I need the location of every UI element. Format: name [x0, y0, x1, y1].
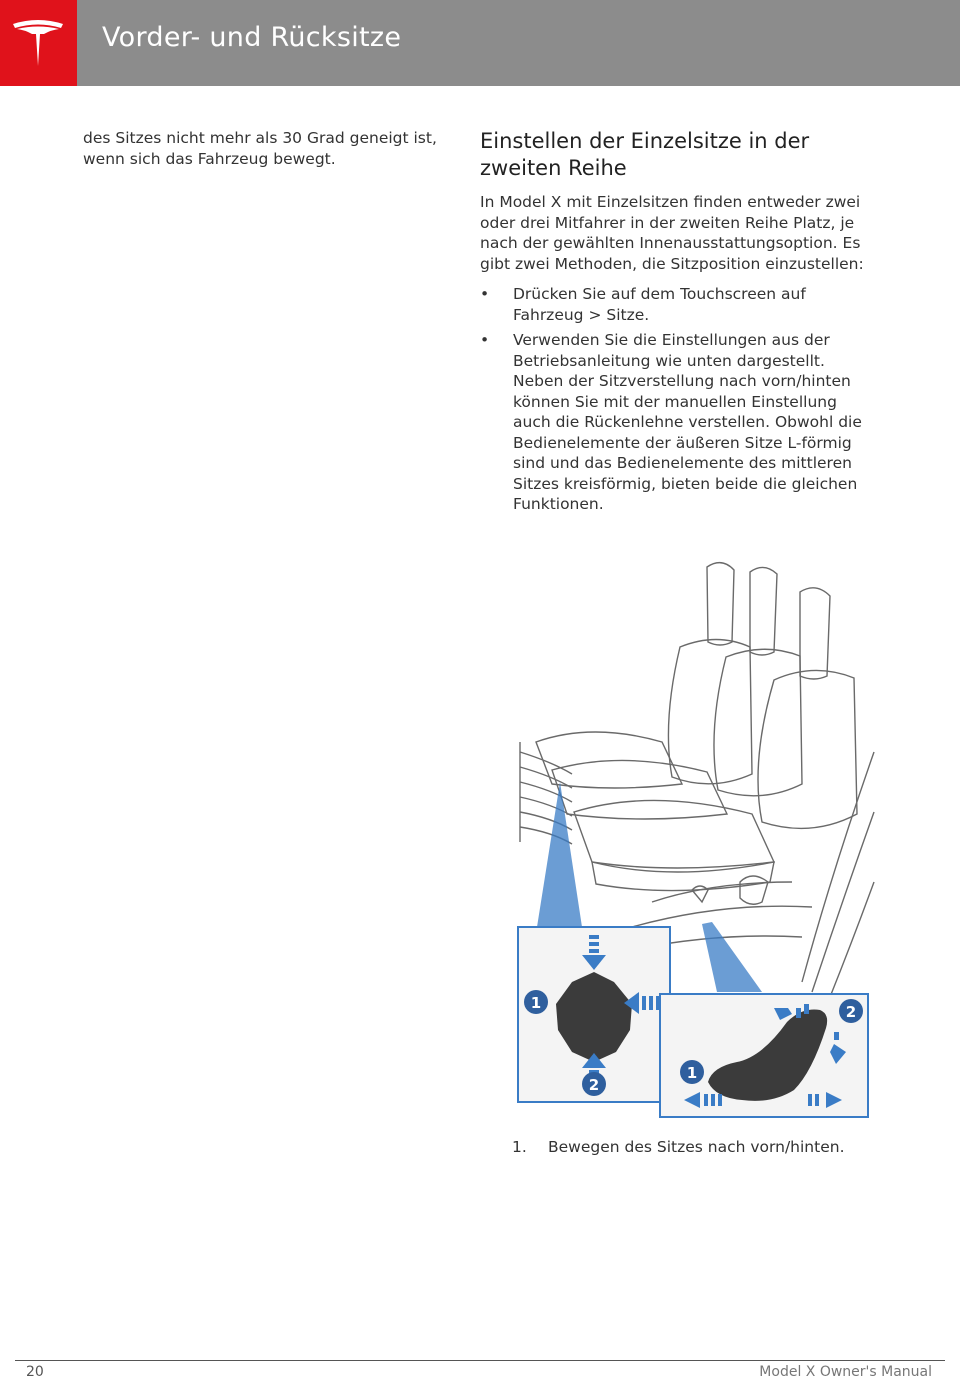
- callout-1-left: 1: [530, 994, 542, 1012]
- right-column: [480, 128, 875, 520]
- callout-2-left: 2: [588, 1076, 600, 1094]
- left-column: [83, 128, 443, 180]
- bullet-list: [480, 284, 875, 515]
- seat-adjustment-figure: [512, 552, 876, 1122]
- callout-1-right: 1: [686, 1064, 698, 1082]
- list-item: • Drücken Sie auf dem Touchscreen auf Fahrzeug > Sitze.: [480, 284, 875, 325]
- caption-number: 1.: [512, 1138, 527, 1156]
- tesla-logo-icon: [11, 18, 65, 68]
- manual-title: Model X Owner's Manual: [759, 1364, 932, 1380]
- caption-text: Bewegen des Sitzes nach vorn/hinten.: [548, 1138, 845, 1156]
- footer-divider: [15, 1360, 945, 1361]
- list-item: • Verwenden Sie die Einstellungen aus der Betriebsanleitung wie unten dargestellt. Neben der Sitzverstellung nach vorn/hinten können Sie mit der manuellen Einstellung auch die Rückenlehne verstellen. Obwohl die Bedienelemente der äußeren Sitze L-förmig sind und das Bedienelemente des mittleren Sitzes kreisförmig, bieten beide die gleichen Funktionen.: [480, 330, 875, 515]
- section-heading: Einstellen der Einzelsitze in der zweiten Reihe: [480, 129, 810, 180]
- seat-illustration: [512, 552, 876, 1122]
- intro-paragraph: In Model X mit Einzelsitzen finden entweder zwei oder drei Mitfahrer in der zweiten Reihe Platz, je nach der gewählten Innenausstattungsoption. Es gibt zwei Methoden, die Sitzposition einzustellen:: [480, 193, 864, 273]
- left-paragraph: des Sitzes nicht mehr als 30 Grad geneigt ist, wenn sich das Fahrzeug bewegt.: [83, 129, 437, 168]
- page-header: [0, 0, 960, 86]
- callout-2-right: 2: [845, 1003, 857, 1021]
- page-title: Vorder- und Rücksitze: [102, 22, 402, 53]
- figure-caption: [512, 1137, 892, 1158]
- tesla-logo: [0, 0, 77, 86]
- page-number: 20: [26, 1364, 44, 1380]
